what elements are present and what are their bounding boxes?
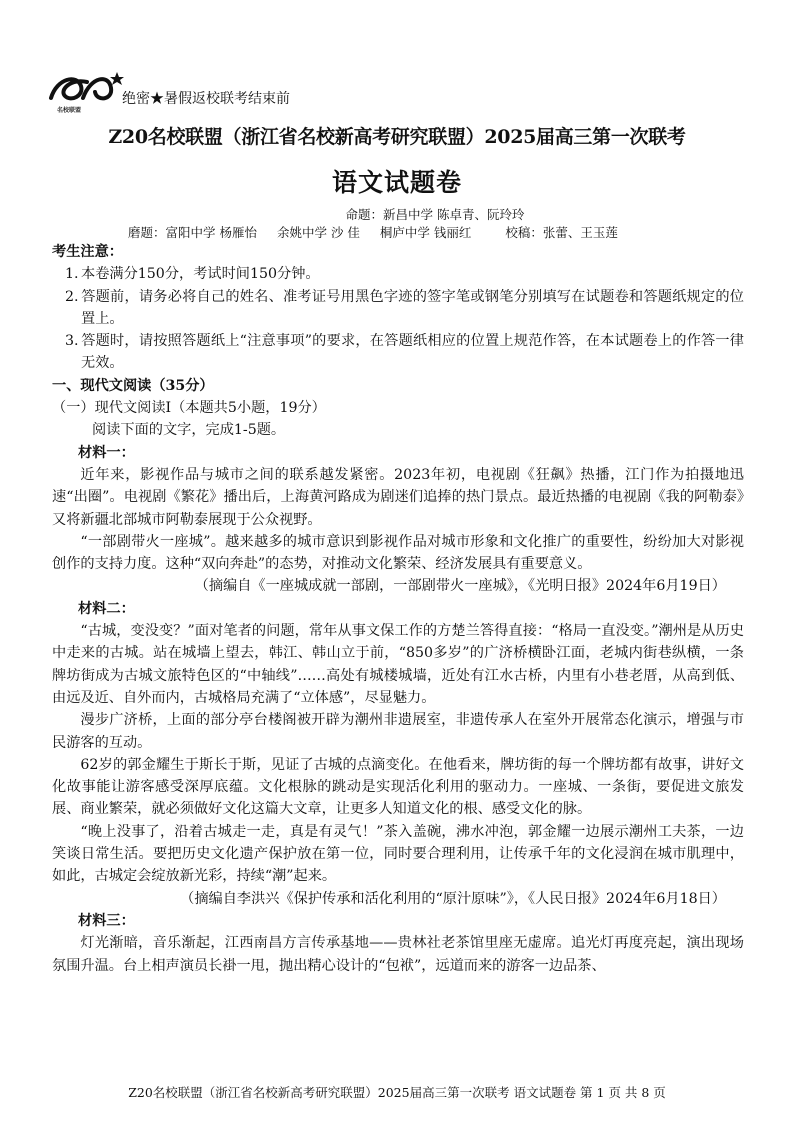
subject-title: 语文试题卷 bbox=[331, 168, 462, 197]
logo-swirl-icon bbox=[47, 68, 127, 108]
notice-item bbox=[52, 330, 744, 375]
exam-body bbox=[52, 241, 744, 977]
notice-text: 答题前，请务必将自己的姓名、准考证号用黑色字迹的签字笔或钢笔分别填写在试题卷和答题纸规定的位置上。 bbox=[81, 288, 744, 327]
material-2-paragraph: 漫步广济桥，上面的部分亭台楼阁被开辟为潮州非遗展室，非遗传承人在室外开展常态化演示，增强与市民游客的互动。 bbox=[52, 712, 744, 751]
section-heading: 一、现代文阅读（35分） bbox=[52, 377, 214, 394]
exam-title: Z20名校联盟（浙江省名校新高考研究联盟）2025届高三第一次联考 bbox=[108, 126, 686, 148]
material-1-paragraph: 近年来，影视作品与城市之间的联系越发紧密。2023年初，电视剧《狂飙》热播，江门作为拍摄地迅速“出圈”。电视剧《繁花》播出后，上海黄河路成为剧迷们追捧的热门景点。最近热播的电视剧《我的阿勒泰》又将新疆北部城市阿勒泰展现于公众视野。 bbox=[52, 466, 744, 528]
reading-instruction: 阅读下面的文字，完成1-5题。 bbox=[92, 422, 286, 439]
notice-num: 1. bbox=[65, 266, 79, 283]
notice-heading: 考生注意： bbox=[52, 244, 123, 260]
material-1-source: （摘编自《一座城成就一部剧，一部剧带火一座城》，《光明日报》2024年6月19日） bbox=[194, 578, 726, 595]
reviewers-line bbox=[0, 224, 794, 242]
notice-text: 本卷满分150分，考试时间150分钟。 bbox=[81, 266, 320, 283]
secrecy-notice: 绝密★暑假返校联考结束前 bbox=[122, 91, 290, 107]
material-2-paragraph: “晚上没事了，沿着古城走一走，真是有灵气！”茶入盖碗，沸水冲泡，郭金耀一边展示潮州工夫茶，一边笑谈日常生活。要把历史文化遗产保护放在第一位，同时要合理利用，让传承千年的文化浸润在城市肌理中，如此，古城定会绽放新光彩，持续“潮”起来。 bbox=[52, 823, 744, 885]
material-2-label: 材料二： bbox=[78, 600, 135, 617]
page-footer: Z20名校联盟（浙江省名校新高考研究联盟）2025届高三第一次联考 语文试题卷 第 1 页 共 8 页 bbox=[128, 1085, 666, 1100]
material-3-label: 材料三： bbox=[78, 912, 135, 929]
logo-caption: 名校联盟 bbox=[57, 107, 82, 114]
material-2-source: （摘编自李洪兴《保护传承和活化利用的“原汁原味”》，《人民日报》2024年6月18日） bbox=[180, 890, 726, 907]
alliance-logo bbox=[47, 68, 127, 120]
material-2-paragraph: 62岁的郭金耀生于斯长于斯，见证了古城的点滴变化。在他看来，牌坊街的每一个牌坊都有故事，讲好文化故事能让游客感受深厚底蕴。文化根脉的跳动是实现活化利用的驱动力。一座城、一条街，要促进文旅发展、商业繁荣，就必须做好文化这篇大文章，让更多人知道文化的根、感受文化的脉。 bbox=[52, 756, 744, 818]
reviewer-3: 桐庐中学 钱丽红 bbox=[379, 225, 472, 240]
notice-num: 3. bbox=[65, 333, 79, 350]
reviewer-2: 余姚中学 沙 佳 bbox=[276, 225, 360, 240]
authors-block bbox=[0, 206, 794, 242]
authors-line: 命题：新昌中学 陈卓青、阮玲玲 bbox=[345, 207, 525, 222]
reviewer-1: 磨题：富阳中学 杨雁怡 bbox=[128, 225, 257, 240]
material-1-label: 材料一： bbox=[78, 444, 135, 461]
notice-text: 答题时，请按照答题纸上“注意事项”的要求，在答题纸相应的位置上规范作答，在本试题卷上的作答一律无效。 bbox=[81, 333, 744, 372]
material-1-paragraph: “一部剧带火一座城”。越来越多的城市意识到影视作品对城市形象和文化推广的重要性，纷纷加大对影视创作的支持力度。这种“双向奔赴”的态势，对推动文化繁荣、经济发展具有重要意义。 bbox=[52, 533, 744, 573]
material-2-paragraph: “古城，变没变？”面对笔者的问题，常年从事文保工作的方楚兰答得直接：“格局一直没变。”潮州是从历史中走来的古城。站在城墙上望去，韩江、韩山立于前，“850多岁”的广济桥横卧江面，老城内街巷纵横，一条牌坊街成为古城文旅特色区的“中轴线”……高处有城楼城墙，近处有江水古桥，内里有小巷老厝，从高到低、由远及近、自外而内，古城格局充满了“立体感”，尽显魅力。 bbox=[52, 623, 744, 706]
subsection-heading: （一）现代文阅读Ⅰ（本题共5小题，19分） bbox=[52, 400, 326, 417]
proofreaders: 校稿：张蕾、王玉莲 bbox=[505, 225, 618, 240]
notice-item bbox=[52, 286, 744, 331]
notice-num: 2. bbox=[65, 288, 79, 305]
material-3-paragraph: 灯光渐暗，音乐渐起，江西南昌方言传承基地——贵林社老茶馆里座无虚席。追光灯再度亮起，演出现场氛围升温。台上相声演员长褂一甩，抛出精心设计的“包袱”，远道而来的游客一边品茶、 bbox=[52, 935, 744, 974]
notice-item bbox=[52, 263, 744, 285]
